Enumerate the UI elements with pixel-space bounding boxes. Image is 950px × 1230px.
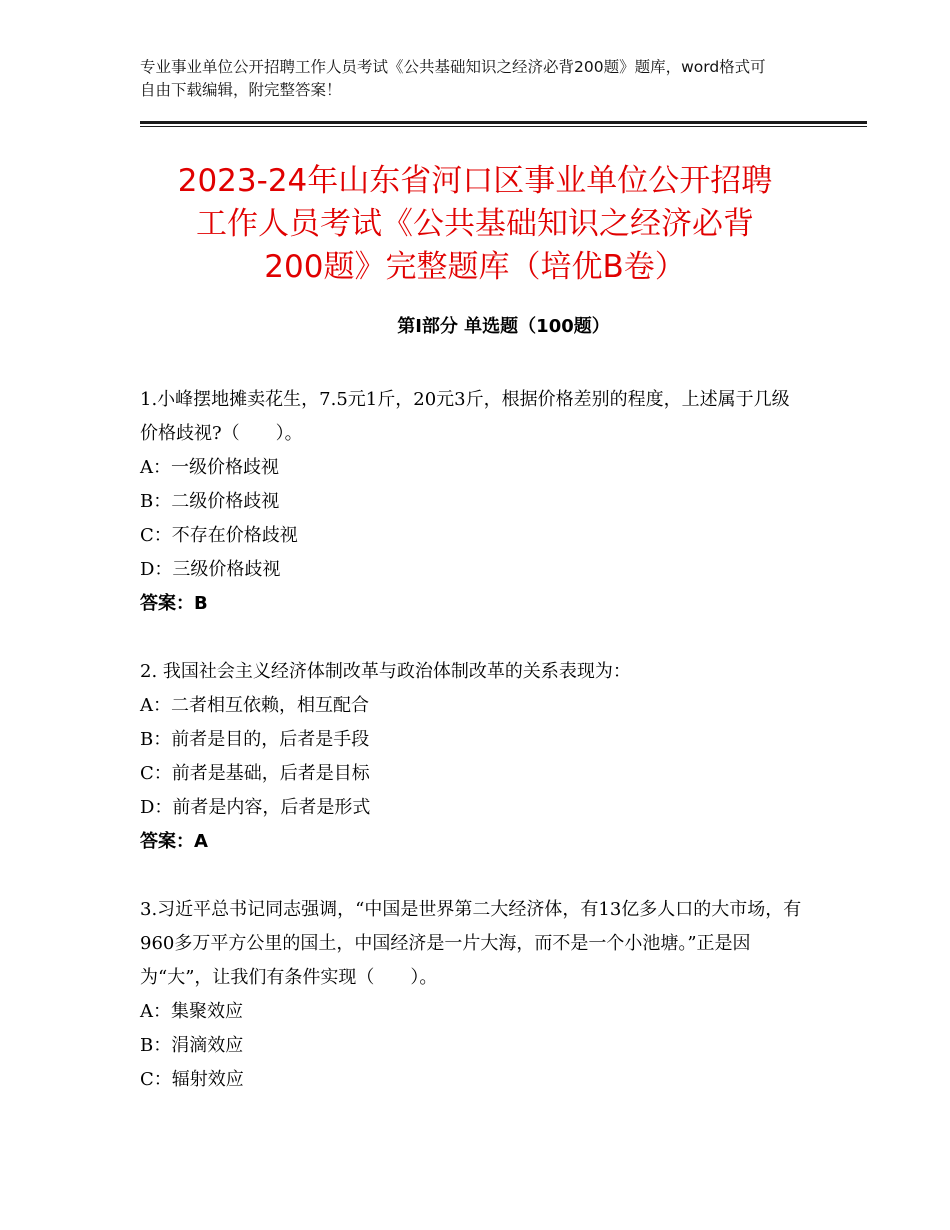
option-a: A：集聚效应 <box>140 1001 243 1022</box>
answer-value: B <box>194 593 208 614</box>
answer-value: A <box>194 831 208 852</box>
document-title-line-3: 200题》完整题库（培优B卷） <box>264 249 686 285</box>
option-d: D：三级价格歧视 <box>140 559 281 580</box>
option-a: A：二者相互依赖，相互配合 <box>140 695 369 716</box>
question-stem: 3.习近平总书记同志强调，“中国是世界第二大经济体，有13亿多人口的大市场，有960多万平方公里的国土，中国经济是一片大海，而不是一个小池塘。”正是因为“大”，让我们有条件实现（ ）。 <box>140 899 802 988</box>
option-b: B：二级价格歧视 <box>140 491 280 512</box>
question-1 <box>140 383 805 621</box>
header-note: 专业事业单位公开招聘工作人员考试《公共基础知识之经济必背200题》题库，word格式可自由下载编辑，附完整答案！ <box>140 58 766 99</box>
option-a: A：一级价格歧视 <box>140 457 279 478</box>
option-c: C：前者是基础，后者是目标 <box>140 763 370 784</box>
question-stem: 1.小峰摆地摊卖花生，7.5元1斤，20元3斤，根据价格差别的程度，上述属于几级价格歧视?（ ）。 <box>140 389 790 444</box>
header-divider-thick <box>140 121 867 124</box>
answer-line <box>140 587 805 621</box>
option-c: C：不存在价格歧视 <box>140 525 298 546</box>
document-title-line-2: 工作人员考试《公共基础知识之经济必背 <box>196 206 754 242</box>
option-c: C：辐射效应 <box>140 1069 244 1090</box>
document-title-line-1: 2023-24年山东省河口区事业单位公开招聘 <box>177 163 773 199</box>
answer-label: 答案： <box>140 593 194 614</box>
question-2 <box>140 655 805 859</box>
question-3 <box>140 893 805 1097</box>
question-list <box>140 383 805 1131</box>
option-d: D：前者是内容，后者是形式 <box>140 797 371 818</box>
option-b: B：前者是目的，后者是手段 <box>140 729 370 750</box>
answer-label: 答案： <box>140 831 194 852</box>
answer-line <box>140 825 805 859</box>
document-title <box>110 160 840 289</box>
question-stem: 2. 我国社会主义经济体制改革与政治体制改革的关系表现为： <box>140 661 631 682</box>
option-b: B：涓滴效应 <box>140 1035 244 1056</box>
section-title: 第Ⅰ部分 单选题（100题） <box>397 316 610 337</box>
header-divider-thin <box>140 126 867 127</box>
